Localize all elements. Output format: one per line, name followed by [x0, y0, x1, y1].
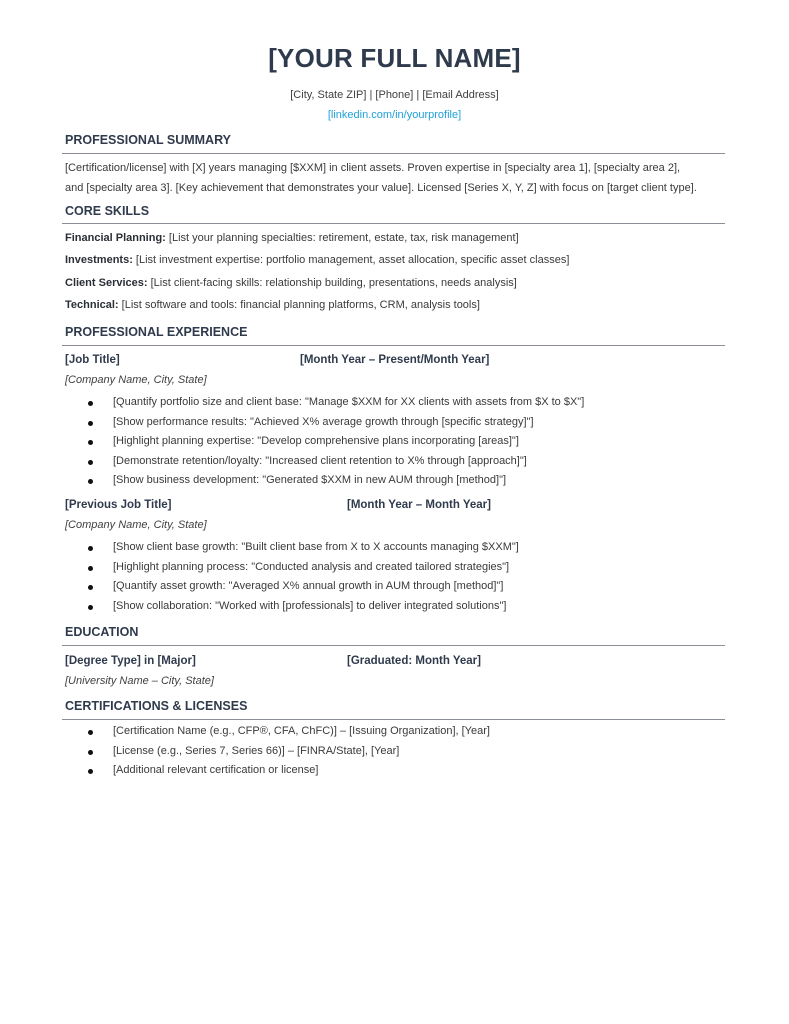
bullet-text: [Additional relevant certification or license] — [113, 764, 319, 776]
linkedin-link[interactable]: [linkedin.com/in/yourprofile] — [327, 109, 462, 121]
section-title-certifications: CERTIFICATIONS & LICENSES — [65, 699, 248, 713]
bullet-icon — [88, 401, 93, 406]
bullet-icon — [88, 566, 93, 571]
skill-label: Financial Planning: — [65, 232, 166, 244]
skill-text: [List client-facing skills: relationship building, presentations, needs analysis] — [147, 277, 517, 289]
company-name: [Company Name, City, State] — [65, 374, 207, 386]
skill-item — [65, 254, 569, 266]
summary-line: and [specialty area 3]. [Key achievement that demonstrates your value]. Licensed [Series X, Y, Z] with focus on [target client type]. — [65, 182, 697, 194]
bullet-icon — [88, 585, 93, 590]
section-divider — [62, 153, 725, 154]
contact-info: [City, State ZIP] | [Phone] | [Email Address] — [290, 89, 499, 101]
bullet-text: [Highlight planning process: "Conducted analysis and created tailored strategies"] — [113, 561, 510, 573]
bullet-icon — [88, 460, 93, 465]
bullet-icon — [88, 440, 93, 445]
bullet-text: [Show business development: "Generated $XXM in new AUM through [method]"] — [113, 474, 507, 486]
bullet-text: [Show client base growth: "Built client base from X to X accounts managing $XXM"] — [113, 541, 519, 553]
skill-label: Technical: — [65, 299, 119, 311]
company-name: [Company Name, City, State] — [65, 519, 207, 531]
section-title-education: EDUCATION — [65, 625, 139, 639]
skill-item — [65, 232, 519, 244]
bullet-icon — [88, 750, 93, 755]
section-divider — [62, 223, 725, 224]
section-title-summary: PROFESSIONAL SUMMARY — [65, 133, 231, 147]
job-title: [Job Title] — [65, 354, 120, 366]
section-divider — [62, 645, 725, 646]
job-title: [Previous Job Title] — [65, 499, 172, 511]
bullet-icon — [88, 605, 93, 610]
skill-text: [List investment expertise: portfolio management, asset allocation, specific asset classes] — [132, 254, 570, 266]
skill-label: Investments: — [65, 254, 133, 266]
skill-item — [65, 299, 480, 311]
bullet-text: [License (e.g., Series 7, Series 66)] – [FINRA/State], [Year] — [113, 745, 400, 757]
skill-text: [List your planning specialties: retirement, estate, tax, risk management] — [165, 232, 519, 244]
bullet-icon — [88, 730, 93, 735]
full-name: [YOUR FULL NAME] — [268, 43, 521, 73]
graduation-date: [Graduated: Month Year] — [347, 655, 481, 667]
degree: [Degree Type] in [Major] — [65, 655, 196, 667]
section-divider — [62, 719, 725, 720]
section-title-skills: CORE SKILLS — [65, 204, 150, 218]
bullet-icon — [88, 769, 93, 774]
bullet-text: [Certification Name (e.g., CFP®, CFA, ChFC)] – [Issuing Organization], [Year] — [113, 725, 490, 737]
bullet-text: [Show performance results: "Achieved X% average growth through [specific strategy]"] — [113, 416, 534, 428]
summary-line: [Certification/license] with [X] years managing [$XXM] in client assets. Proven expertise in [specialty area 1], [specialty area 2], — [65, 162, 681, 174]
bullet-text: [Quantify portfolio size and client base: "Manage $XXM for XX clients with assets from $X to $X"] — [113, 396, 585, 408]
job-dates: [Month Year – Present/Month Year] — [300, 354, 490, 366]
bullet-text: [Quantify asset growth: "Averaged X% annual growth in AUM through [method]"] — [113, 580, 504, 592]
university: [University Name – City, State] — [65, 675, 214, 687]
bullet-text: [Highlight planning expertise: "Develop comprehensive plans incorporating [areas]"] — [113, 435, 519, 447]
bullet-icon — [88, 546, 93, 551]
bullet-icon — [88, 421, 93, 426]
summary-text — [65, 158, 730, 198]
bullet-text: [Demonstrate retention/loyalty: "Increased client retention to X% through [approach]"] — [113, 455, 527, 467]
skill-text: [List software and tools: financial planning platforms, CRM, analysis tools] — [118, 299, 480, 311]
job-dates: [Month Year – Month Year] — [347, 499, 491, 511]
section-divider — [62, 345, 725, 346]
bullet-icon — [88, 479, 93, 484]
bullet-text: [Show collaboration: "Worked with [professionals] to deliver integrated solutions"] — [113, 600, 507, 612]
section-title-experience: PROFESSIONAL EXPERIENCE — [65, 325, 248, 339]
skill-label: Client Services: — [65, 277, 148, 289]
skill-item — [65, 277, 517, 289]
